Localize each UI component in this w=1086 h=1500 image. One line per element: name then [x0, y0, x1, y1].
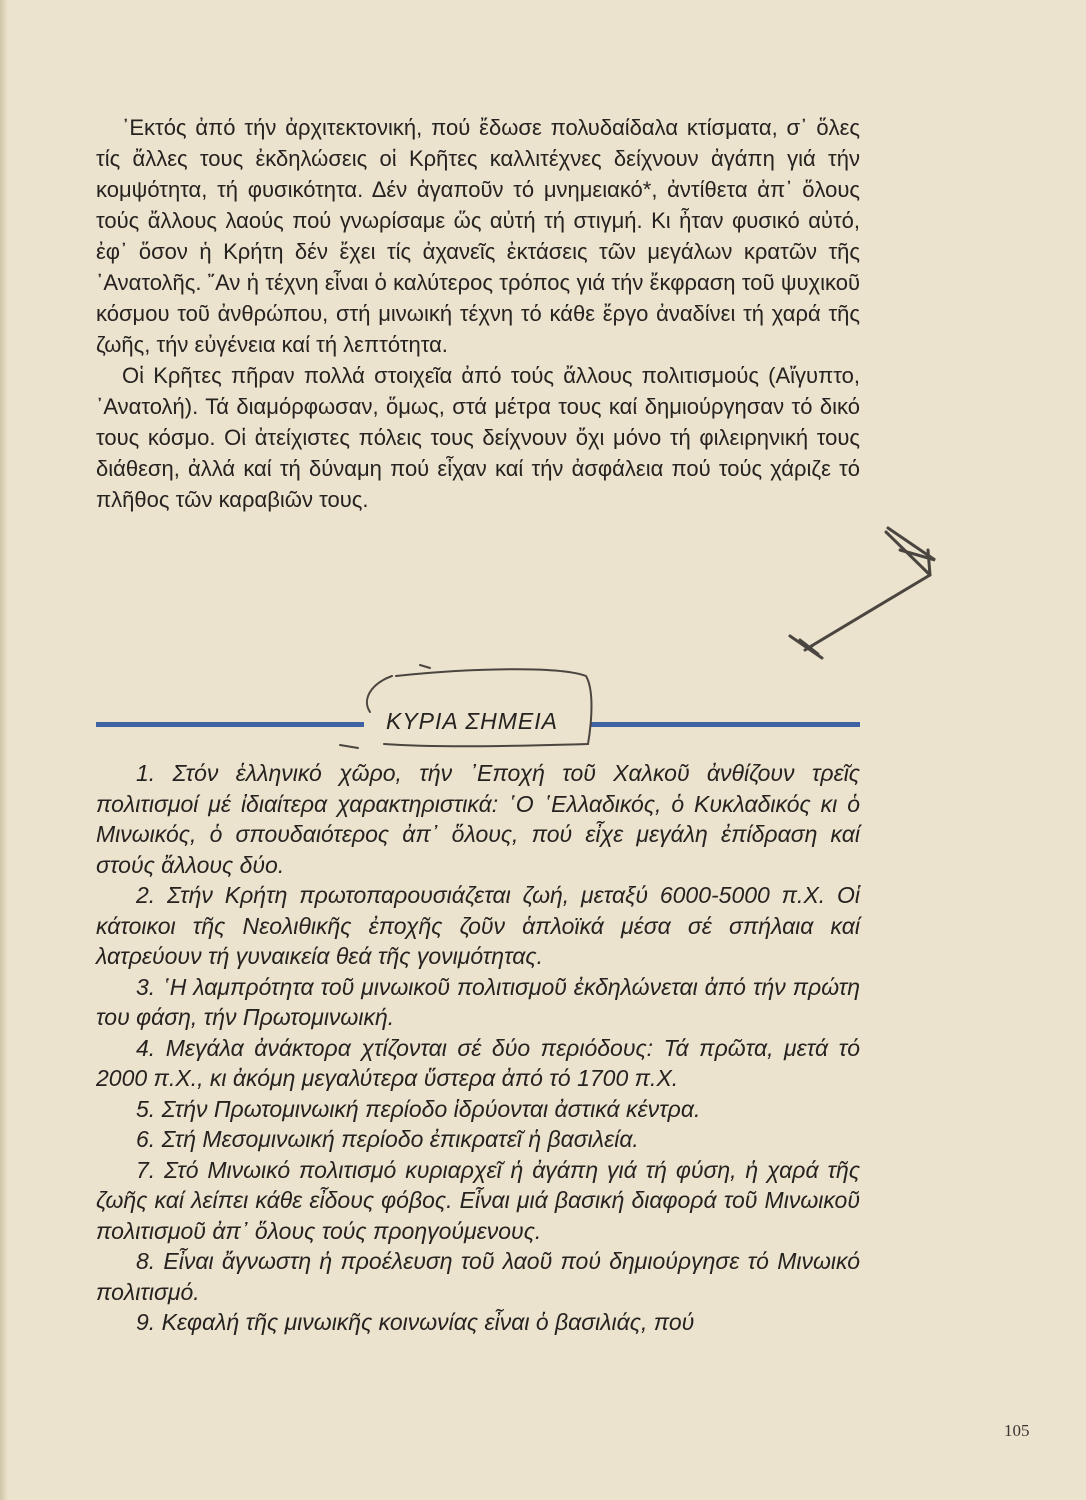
- key-point: 5. Στήν Πρωτομινωική περίοδο ἱδρύονται ἀστικά κέντρα.: [136, 1095, 701, 1122]
- section-heading: ΚΥΡΙΑ ΣΗΜΕΙΑ: [386, 708, 558, 734]
- key-point: 9. Κεφαλή τῆς μινωικῆς κοινωνίας εἶναι ὁ βασιλιάς, πού: [136, 1309, 695, 1335]
- key-point: 6. Στή Μεσομινωική περίοδο ἐπικρατεῖ ἡ βασιλεία.: [136, 1126, 639, 1152]
- section-heading-row: [96, 708, 860, 748]
- body-text: [96, 112, 860, 515]
- key-point: 1. Στόν ἑλληνικό χῶρο, τήν ᾿Εποχή τοῦ Χαλκοῦ ἀνθίζουν τρεῖς πολιτισμοί μέ ἰδιαίτερα χαρακτηριστικά: ῾Ο ῾Ελλαδικός, ὁ Κυκλαδικός κι ὁ Μινωικός, ὁ σπουδαιότερος ἀπ᾿ ὅλους, πού εἶχε μεγάλη ἐπίδραση καί στούς ἄλλους δύο.: [96, 760, 860, 878]
- heading-rule-left: [96, 722, 364, 727]
- key-points-list: [96, 758, 860, 1338]
- page-number: 105: [1004, 1421, 1030, 1440]
- page-binding-edge: [0, 0, 8, 1500]
- key-point: 3. ῾Η λαμπρότητα τοῦ μινωικοῦ πολιτισμοῦ ἐκδηλώνεται ἀπό τήν πρώτη του φάση, τήν Πρωτομινωική.: [96, 973, 860, 1030]
- body-paragraph: ᾿Εκτός ἀπό τήν ἀρχιτεκτονική, πού ἔδωσε πολυδαίδαλα κτίσματα, σ᾿ ὅλες τίς ἄλλες τους ἐκδηλώσεις οἱ Κρῆτες καλλιτέχνες δείχνουν ἀγάπη γιά τήν κομψότητα, τή φυσικότητα. Δέν ἀγαποῦν τό μνημειακό*, ἀντίθετα ἀπ᾿ ὅλους τούς ἄλλους λαούς πού γνωρίσαμε ὥς αὐτή τή στιγμή. Κι ἦταν φυσικό αὐτό, ἐφ᾿ ὅσον ἡ Κρήτη δέν ἔχει τίς ἀχανεῖς ἐκτάσεις τῶν μεγάλων κρατῶν τῆς ᾿Ανατολῆς. ῎Αν ἡ τέχνη εἶναι ὁ καλύτερος τρόπος γιά τήν ἔκφραση τοῦ ψυχικοῦ κόσμου τοῦ ἀνθρώπου, στή μινωική τέχνη τό κάθε ἔργο ἀναδίνει τή χαρά τῆς ζωῆς, τήν εὐγένεια καί τή λεπτότητα.: [96, 115, 860, 357]
- heading-rule-right: [590, 722, 860, 727]
- pencil-arrow-icon: [790, 528, 935, 658]
- key-point: 8. Εἶναι ἄγνωστη ἡ προέλευση τοῦ λαοῦ πού δημιούργησε τό Μινωικό πολιτισμό.: [96, 1248, 860, 1305]
- body-paragraph: Οἱ Κρῆτες πῆραν πολλά στοιχεῖα ἀπό τούς ἄλλους πολιτισμούς (Αἴγυπτο, ᾿Ανατολή). Τά διαμόρφωσαν, ὅμως, στά μέτρα τους καί δημιούργησαν τό δικό τους κόσμο. Οἱ ἀτείχιστες πόλεις τους δείχνουν ὄχι μόνο τή φιλειρηνική τους διάθεση, ἀλλά καί τή δύναμη πού εἶχαν καί τήν ἀσφάλεια πού τούς χάριζε τό πλῆθος τῶν καραβιῶν τους.: [96, 363, 860, 512]
- key-point: 7. Στό Μινωικό πολιτισμό κυριαρχεῖ ἡ ἀγάπη γιά τή φύση, ἡ χαρά τῆς ζωῆς καί λείπει κάθε εἶδους φόβος. Εἶναι μιά βασική διαφορά τοῦ Μινωικοῦ πολιτισμοῦ ἀπ᾿ ὅλους τούς προηγούμενους.: [96, 1156, 860, 1244]
- key-point: 4. Μεγάλα ἀνάκτορα χτίζονται σέ δύο περιόδους: Τά πρῶτα, μετά τό 2000 π.Χ., κι ἀκόμη μεγαλύτερα ὕστερα ἀπό τό 1700 π.Χ.: [96, 1034, 860, 1091]
- key-point: 2. Στήν Κρήτη πρωτοπαρουσιάζεται ζωή, μεταξύ 6000-5000 π.Χ. Οἱ κάτοικοι τῆς Νεολιθικῆς ἐποχῆς ζοῦν ἁπλοϊκά μέσα σέ σπήλαια καί λατρεύουν τή γυναικεία θεά τῆς γονιμότητας.: [96, 882, 860, 969]
